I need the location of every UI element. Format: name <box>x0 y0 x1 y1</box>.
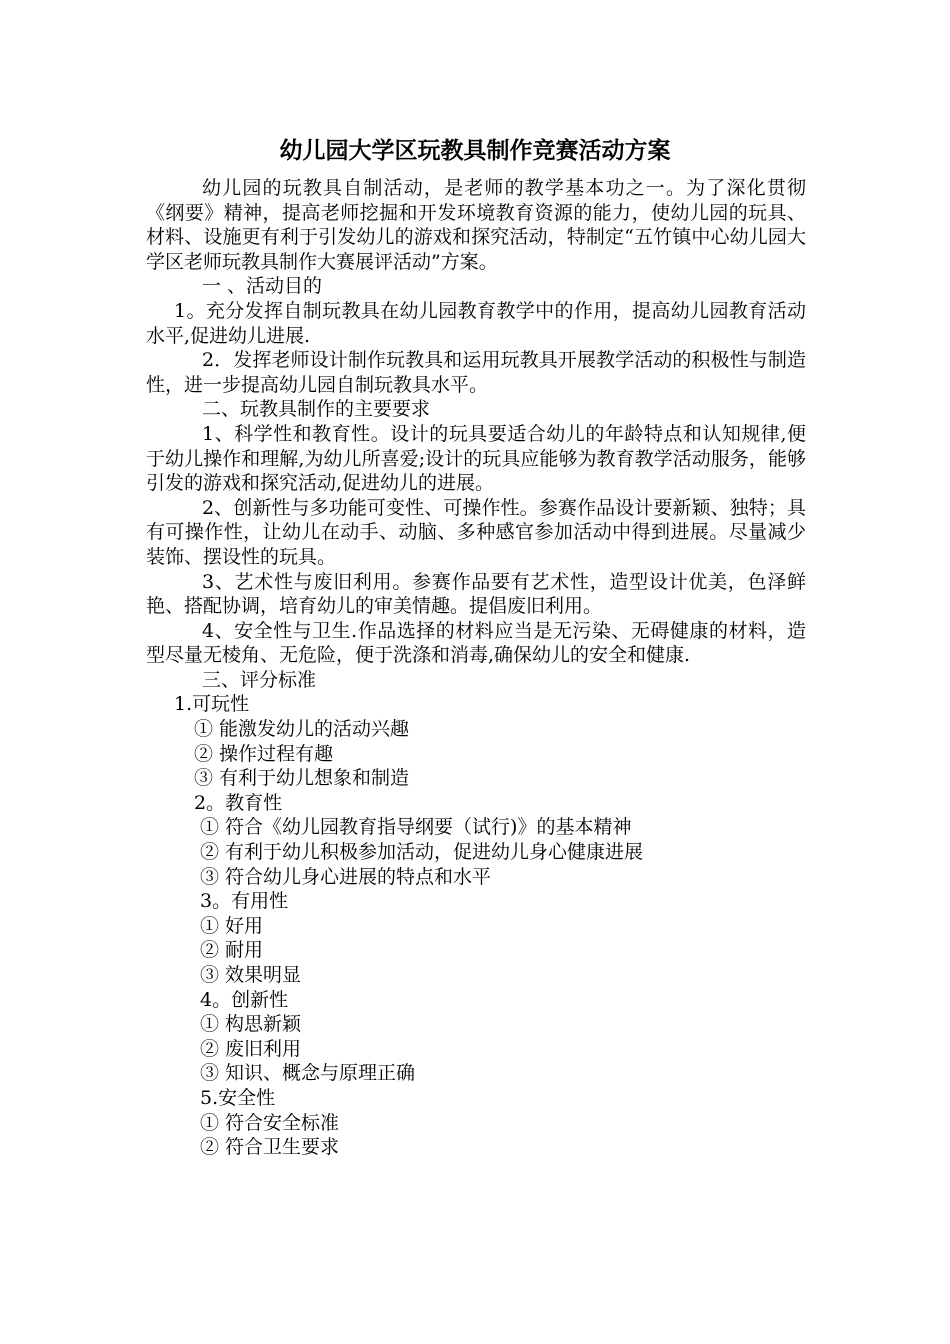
criterion-item: ② 符合卫生要求 <box>200 1136 340 1159</box>
purpose-item-2: 2．发挥老师设计制作玩教具和运用玩教具开展教学活动的积极性与制造性，进一步提高幼儿园自制玩教具水平。 <box>146 349 806 396</box>
requirement-item-4: 4、安全性与卫生.作品选择的材料应当是无污染、无碍健康的材料，造型尽量无棱角、无危险，便于洗涤和消毒,确保幼儿的安全和健康. <box>146 619 806 667</box>
criterion-item: ③ 符合幼儿身心进展的特点和水平 <box>200 865 492 888</box>
criterion-item: ③ 效果明显 <box>200 964 302 986</box>
section-heading-scoring: 三、评分标准 <box>202 668 317 691</box>
criterion-item: ③ 有利于幼儿想象和制造 <box>194 767 410 790</box>
criterion-item: ② 耐用 <box>200 939 264 962</box>
requirement-item-2: 2、创新性与多功能可变性、可操作性。参赛作品设计要新颖、独特；具有可操作性，让幼儿在动手、动脑、多种感官参加活动中得到进展。尽量减少装饰、摆设性的玩具。 <box>146 496 806 568</box>
criterion-item: ① 能激发幼儿的活动兴趣 <box>194 718 410 741</box>
section-heading-purpose: 一 、活动目的 <box>202 275 323 298</box>
intro-paragraph: 幼儿园的玩教具自制活动，是老师的教学基本功之一。为了深化贯彻《纲要》精神，提高老师挖掘和开发环境教育资源的能力，使幼儿园的玩具、材料、设施更有利于引发幼儿的游戏和探究活动，特制定“五竹镇中心幼儿园大学区老师玩教具制作大赛展评活动”方案。 <box>146 177 806 273</box>
requirement-item-1: 1、科学性和教育性。设计的玩具要适合幼儿的年龄特点和认知规律,便于幼儿操作和理解,为幼儿所喜爱;设计的玩具应能够为教育教学活动服务，能够引发的游戏和探究活动,促进幼儿的进展。 <box>146 422 806 495</box>
criterion-item: ① 符合《幼儿园教育指导纲要（试行)》的基本精神 <box>200 816 632 839</box>
criterion-item: ① 构思新颖 <box>200 1013 302 1036</box>
document-title: 幼儿园大学区玩教具制作竞赛活动方案 <box>279 137 671 164</box>
criterion-item: ③ 知识、概念与原理正确 <box>200 1062 416 1085</box>
criterion-label: 4。创新性 <box>200 988 289 1011</box>
criterion-label: 2。教育性 <box>194 791 283 814</box>
section-heading-requirements: 二、玩教具制作的主要要求 <box>202 398 431 421</box>
criterion-label: 1.可玩性 <box>174 693 250 716</box>
criterion-item: ① 符合安全标准 <box>200 1111 340 1134</box>
purpose-item-1: 1。充分发挥自制玩教具在幼儿园教育教学中的作用，提高幼儿园教育活动水平,促进幼儿进展. <box>146 299 806 347</box>
criterion-label: 5.安全性 <box>200 1086 276 1109</box>
criterion-item: ② 废旧利用 <box>200 1037 302 1060</box>
requirement-item-3: 3、艺术性与废旧利用。参赛作品要有艺术性，造型设计优美，色泽鲜艳、搭配协调，培育幼儿的审美情趣。提倡废旧利用。 <box>146 570 806 618</box>
document-body <box>146 176 806 1160</box>
criterion-item: ① 好用 <box>200 914 264 937</box>
criterion-item: ② 操作过程有趣 <box>194 742 334 765</box>
criterion-item: ② 有利于幼儿积极参加活动，促进幼儿身心健康进展 <box>200 841 644 864</box>
criterion-label: 3。有用性 <box>200 890 289 913</box>
